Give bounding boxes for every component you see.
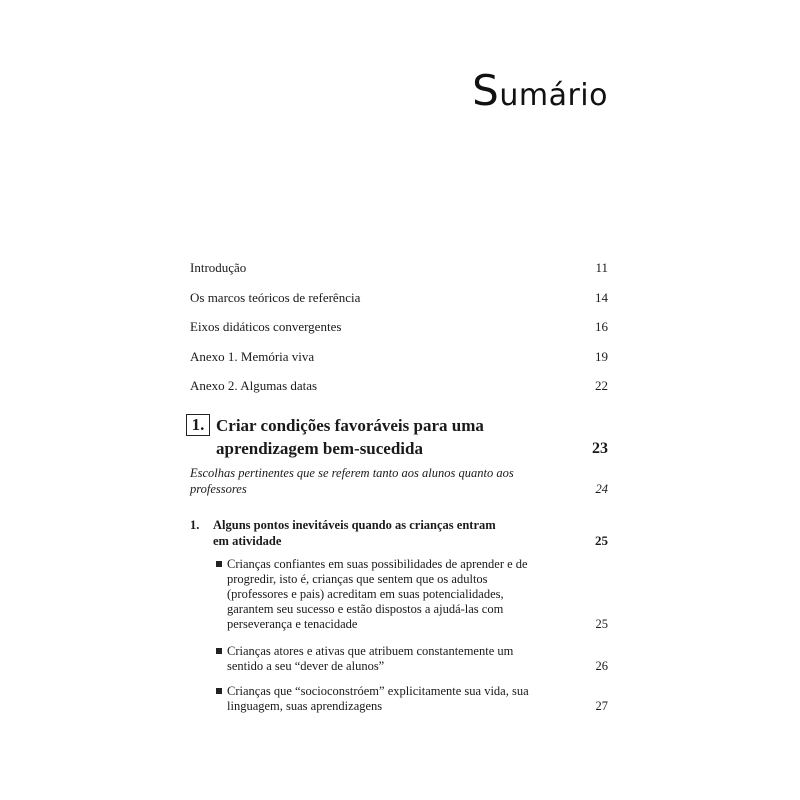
- chapter-page: 23: [592, 440, 608, 457]
- square-bullet-icon: [216, 688, 222, 694]
- toc-entry-label: Os marcos teóricos de referência: [190, 290, 361, 305]
- toc-subitem-page: 25: [595, 617, 608, 631]
- chapter-title: Criar condições favoráveis para uma aprendizagem bem-sucedida: [216, 416, 484, 458]
- toc-entry-page: 16: [595, 319, 608, 334]
- square-bullet-icon: [216, 561, 222, 567]
- toc-entry-anexo-2[interactable]: [190, 378, 608, 394]
- page-title-rest: umário: [499, 78, 608, 113]
- chapter-number-box: 1.: [186, 414, 210, 436]
- toc-entry-page: 14: [595, 290, 608, 305]
- toc-entry-label: Eixos didáticos convergentes: [190, 319, 342, 334]
- page-title-initial: S: [472, 66, 500, 115]
- toc-entry-page: 22: [595, 378, 608, 393]
- toc-subitem[interactable]: [216, 557, 608, 632]
- section-title: Alguns pontos inevitáveis quando as crianças entram em atividade: [213, 518, 496, 548]
- toc-entry-label: Anexo 1. Memória viva: [190, 349, 315, 364]
- toc-subitem[interactable]: [216, 644, 608, 674]
- toc-subitem-page: 27: [595, 699, 608, 713]
- toc-subitem-page: 26: [595, 659, 608, 673]
- page-title: [472, 66, 608, 115]
- section-heading[interactable]: [190, 517, 608, 549]
- section-page: 25: [595, 533, 608, 548]
- chapter-heading[interactable]: [186, 414, 608, 460]
- section-number: 1.: [190, 518, 200, 532]
- chapter-subtitle-page: 24: [595, 482, 608, 496]
- toc-entry-introducao[interactable]: [190, 260, 608, 276]
- toc-subitem-text: Crianças que “socioconstróem” explicitamente sua vida, sua linguagem, suas aprendizagens: [227, 684, 529, 713]
- toc-entry-page: 19: [595, 349, 608, 364]
- chapter-subtitle[interactable]: [190, 465, 608, 497]
- toc-entry-page: 11: [595, 260, 608, 275]
- toc-entry-label: Introdução: [190, 260, 247, 275]
- square-bullet-icon: [216, 648, 222, 654]
- toc-entry-eixos-didaticos[interactable]: [190, 319, 608, 335]
- toc-entry-anexo-1[interactable]: [190, 349, 608, 365]
- toc-subitem-text: Crianças confiantes em suas possibilidades de aprender e de progredir, isto é, crianças que sentem que os adultos (professores e pais) acreditam em suas potencialidades, garantem seu sucesso e estão dispostos a ajudá-las com perseverança e tenacidade: [227, 557, 528, 631]
- toc-subitem[interactable]: [216, 684, 608, 714]
- toc-entry-marcos-teoricos[interactable]: [190, 290, 608, 306]
- toc-subitem-text: Crianças atores e ativas que atribuem constantemente um sentido a seu “dever de alunos”: [227, 644, 514, 673]
- chapter-subtitle-text: Escolhas pertinentes que se referem tanto aos alunos quanto aos professores: [190, 466, 514, 496]
- toc-entry-label: Anexo 2. Algumas datas: [190, 378, 318, 393]
